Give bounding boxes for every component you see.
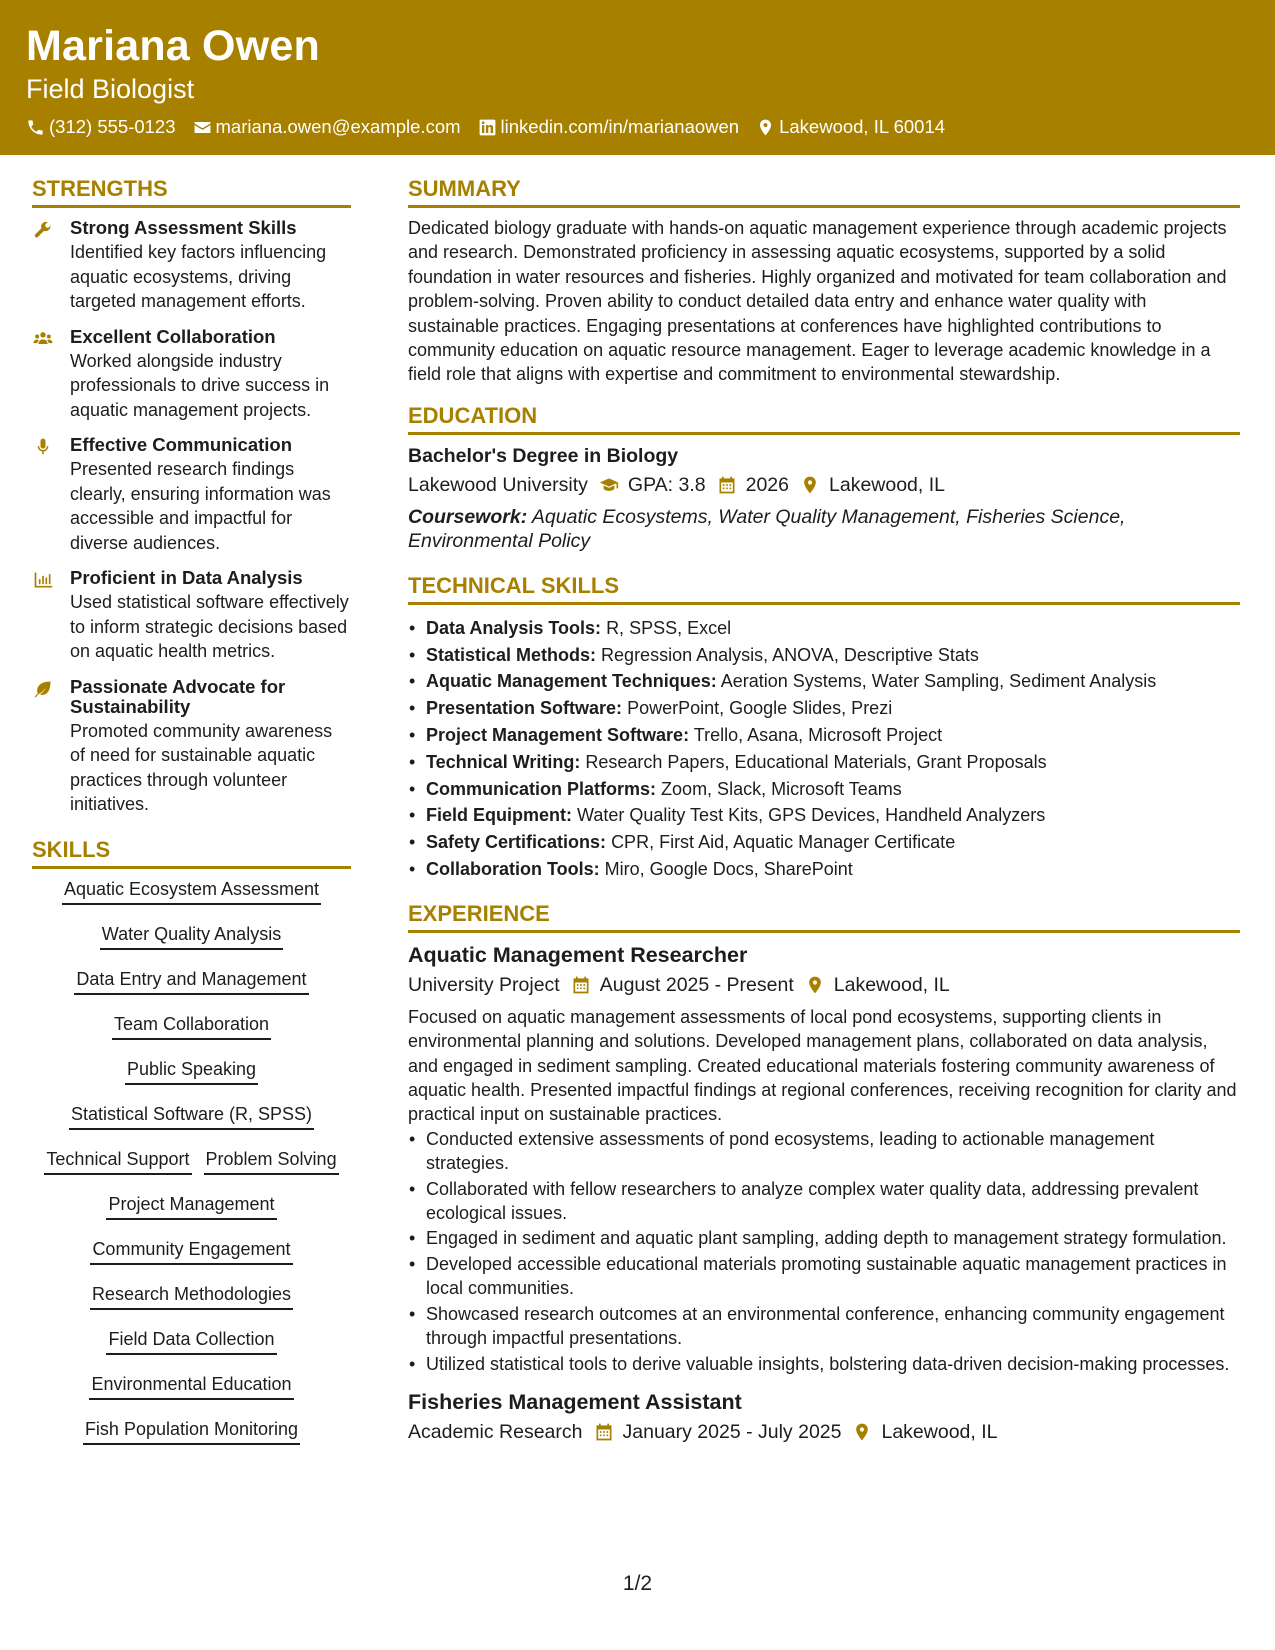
skill-tag: Technical Support: [44, 1149, 191, 1175]
skill-values: R, SPSS, Excel: [606, 617, 732, 638]
school-name: Lakewood University: [408, 473, 588, 496]
skill-category: Communication Platforms:: [426, 778, 657, 799]
strength-description: Presented research findings clearly, ensuring information was accessible and impactful for diverse audiences.: [70, 459, 331, 553]
map-marker-icon: [756, 118, 775, 137]
technical-skill-item: [408, 856, 1240, 883]
contact-linkedin[interactable]: [478, 116, 740, 138]
skill-tag: Statistical Software (R, SPSS): [69, 1104, 314, 1130]
experience-heading: EXPERIENCE: [408, 901, 1240, 933]
education-location: Lakewood, IL: [829, 473, 946, 496]
page-number: 1/2: [622, 1572, 653, 1595]
technical-skill-item: [408, 695, 1240, 722]
graduation-year: 2026: [745, 473, 789, 496]
strength-item: [32, 327, 351, 423]
technical-skill-item: [408, 722, 1240, 749]
gpa-value: GPA: 3.8: [627, 473, 706, 496]
skill-values: Research Papers, Educational Materials, Grant Proposals: [585, 751, 1047, 772]
candidate-title: Field Biologist: [26, 74, 195, 104]
skill-tag: Aquatic Ecosystem Assessment: [62, 879, 321, 905]
job-bullet: • Showcased research outcomes at an environmental conference, enhancing community engagement through impactful presentations.: [408, 1302, 1240, 1351]
leaf-icon: [32, 679, 54, 699]
contact-email[interactable]: [193, 116, 461, 138]
skill-values: Water Quality Test Kits, GPS Devices, Handheld Analyzers: [577, 805, 1046, 826]
job-bullet: • Utilized statistical tools to derive valuable insights, bolstering data-driven decision-making processes.: [408, 1352, 1240, 1376]
email-text: mariana.owen@example.com: [215, 116, 461, 137]
technical-skill-item: [408, 749, 1240, 776]
skill-values: Trello, Asana, Microsoft Project: [693, 725, 943, 746]
strength-item: [32, 568, 351, 664]
bar-chart-icon: [32, 570, 54, 590]
skill-values: PowerPoint, Google Slides, Prezi: [627, 698, 893, 719]
job-title: Fisheries Management Assistant: [408, 1389, 742, 1414]
job-bullet: • Developed accessible educational materials promoting sustainable aquatic management practices in local communities.: [408, 1252, 1240, 1301]
technical-skill-item: [408, 668, 1240, 695]
map-marker-icon: [805, 975, 825, 995]
resume-header: [0, 0, 1275, 155]
skill-category: Statistical Methods:: [426, 644, 597, 665]
skill-tag: Public Speaking: [125, 1059, 258, 1085]
map-marker-icon: [852, 1422, 872, 1442]
skill-tag: Research Methodologies: [90, 1284, 293, 1310]
job-dates: August 2025 - Present: [599, 973, 794, 996]
job-dates: January 2025 - July 2025: [622, 1420, 842, 1443]
job-bullet: • Conducted extensive assessments of pond ecosystems, leading to actionable management strategies.: [408, 1127, 1240, 1176]
coursework-label: Coursework:: [408, 505, 528, 528]
job-location: Lakewood, IL: [881, 1420, 998, 1443]
job-location: Lakewood, IL: [833, 973, 950, 996]
skill-tag: Environmental Education: [89, 1374, 293, 1400]
strength-title: Proficient in Data Analysis: [70, 567, 303, 588]
strength-item: [32, 218, 351, 314]
strength-item: [32, 435, 351, 555]
degree-name: Bachelor's Degree in Biology: [408, 444, 679, 467]
strength-description: Promoted community awareness of need for sustainable aquatic practices through volunteer initiatives.: [70, 720, 333, 814]
linkedin-text: linkedin.com/in/marianaowen: [500, 116, 740, 137]
job-organization: Academic Research: [408, 1420, 583, 1443]
job-entry: [408, 943, 1240, 1376]
calendar-icon: [717, 475, 737, 495]
strength-title: Strong Assessment Skills: [70, 217, 297, 238]
skill-values: CPR, First Aid, Aquatic Manager Certificate: [611, 832, 956, 853]
contact-location: [756, 116, 945, 138]
wrench-icon: [32, 220, 54, 240]
strength-title: Effective Communication: [70, 434, 293, 455]
calendar-icon: [594, 1422, 614, 1442]
skill-category: Field Equipment:: [426, 805, 572, 826]
technical-skill-item: [408, 802, 1240, 829]
users-icon: [32, 329, 54, 349]
job-description: Focused on aquatic management assessments of local pond ecosystems, supporting clients in environmental planning and solutions. Developed management plans, collaborated on data analysis, and engaged in sediment sampling. Created educational materials fostering community awareness of aquatic health. Presented impactful findings at regional conferences, receiving recognition for clarity and practical input on sustainable practices.: [408, 1006, 1237, 1125]
job-organization: University Project: [408, 973, 560, 996]
strength-title: Passionate Advocate for Sustainability: [70, 675, 286, 717]
strength-item: [32, 677, 351, 817]
technical-skill-item: [408, 615, 1240, 642]
contact-phone[interactable]: [26, 116, 176, 138]
skill-values: Miro, Google Docs, SharePoint: [604, 859, 853, 880]
coursework-list: Aquatic Ecosystems, Water Quality Management, Fisheries Science, Environmental Policy: [408, 505, 1126, 552]
technical-skill-item: [408, 642, 1240, 669]
technical-skill-item: [408, 776, 1240, 803]
skill-category: Data Analysis Tools:: [426, 617, 602, 638]
skill-tag: Problem Solving: [204, 1149, 339, 1175]
skills-list: [32, 879, 351, 1464]
strength-title: Excellent Collaboration: [70, 325, 276, 347]
skill-category: Aquatic Management Techniques:: [426, 671, 717, 692]
summary-text: Dedicated biology graduate with hands-on aquatic management experience through academic projects and research. Demonstrated proficiency in assessing aquatic ecosystems, supported by a solid foundation in water resources and fisheries. Highly organized and motivated for team collaboration and problem-solving. Proven ability to conduct detailed data entry and enhance water quality with sustainable practices. Engaging presentations at conferences have highlighted contributions to community education on aquatic resource management. Eager to leverage academic knowledge in a field role that aligns with expertise and commitment to environmental stewardship.: [408, 218, 1227, 385]
phone-text: (312) 555-0123: [49, 116, 176, 137]
skills-heading: SKILLS: [32, 837, 351, 869]
skill-category: Project Management Software:: [426, 725, 690, 746]
strength-description: Used statistical software effectively to inform strategic decisions based on aquatic health metrics.: [70, 592, 349, 661]
location-text: Lakewood, IL 60014: [779, 116, 946, 137]
job-title: Aquatic Management Researcher: [408, 942, 748, 967]
right-column: [408, 176, 1240, 1444]
strength-description: Worked alongside industry professionals to drive success in aquatic management projects.: [70, 350, 330, 420]
technical-skills-list: [408, 615, 1240, 883]
skill-values: Regression Analysis, ANOVA, Descriptive Stats: [601, 644, 979, 665]
calendar-icon: [571, 975, 591, 995]
technical-skill-item: [408, 829, 1240, 856]
skill-tag: Team Collaboration: [112, 1014, 271, 1040]
strengths-heading: STRENGTHS: [32, 176, 351, 208]
job-bullets: [408, 1127, 1240, 1376]
left-column: [32, 176, 351, 1464]
skill-values: Zoom, Slack, Microsoft Teams: [661, 778, 902, 799]
job-meta: [408, 1421, 1240, 1444]
job-bullet: • Collaborated with fellow researchers to analyze complex water quality data, addressing prevalent ecological issues.: [408, 1177, 1240, 1226]
coursework: [408, 505, 1240, 553]
skill-category: Safety Certifications:: [426, 832, 607, 853]
candidate-name: Mariana Owen: [26, 22, 320, 70]
skill-tag: Water Quality Analysis: [100, 924, 283, 950]
job-entry: [408, 1390, 1240, 1444]
linkedin-icon: [478, 118, 497, 137]
strength-description: Identified key factors influencing aquatic ecosystems, driving targeted management efforts.: [70, 242, 327, 311]
skill-tag: Project Management: [106, 1194, 276, 1220]
skill-category: Collaboration Tools:: [426, 859, 600, 880]
job-bullet: • Engaged in sediment and aquatic plant sampling, adding depth to management strategy formulation.: [408, 1226, 1240, 1250]
job-meta: [408, 974, 1240, 997]
skill-category: Technical Writing:: [426, 751, 581, 772]
skill-tag: Fish Population Monitoring: [83, 1419, 300, 1445]
skill-tag: Data Entry and Management: [74, 969, 308, 995]
phone-icon: [26, 118, 45, 137]
technical-skills-heading: TECHNICAL SKILLS: [408, 573, 1240, 605]
map-marker-icon: [800, 475, 820, 495]
microphone-icon: [32, 437, 54, 457]
envelope-icon: [193, 118, 212, 137]
graduation-cap-icon: [599, 475, 619, 495]
education-heading: EDUCATION: [408, 403, 1240, 435]
skill-tag: Field Data Collection: [106, 1329, 276, 1355]
contact-bar: [26, 116, 962, 138]
skill-values: Aeration Systems, Water Sampling, Sediment Analysis: [720, 671, 1157, 692]
skill-tag: Community Engagement: [90, 1239, 292, 1265]
education-meta: [408, 474, 1240, 497]
summary-heading: SUMMARY: [408, 176, 1240, 208]
skill-category: Presentation Software:: [426, 698, 623, 719]
